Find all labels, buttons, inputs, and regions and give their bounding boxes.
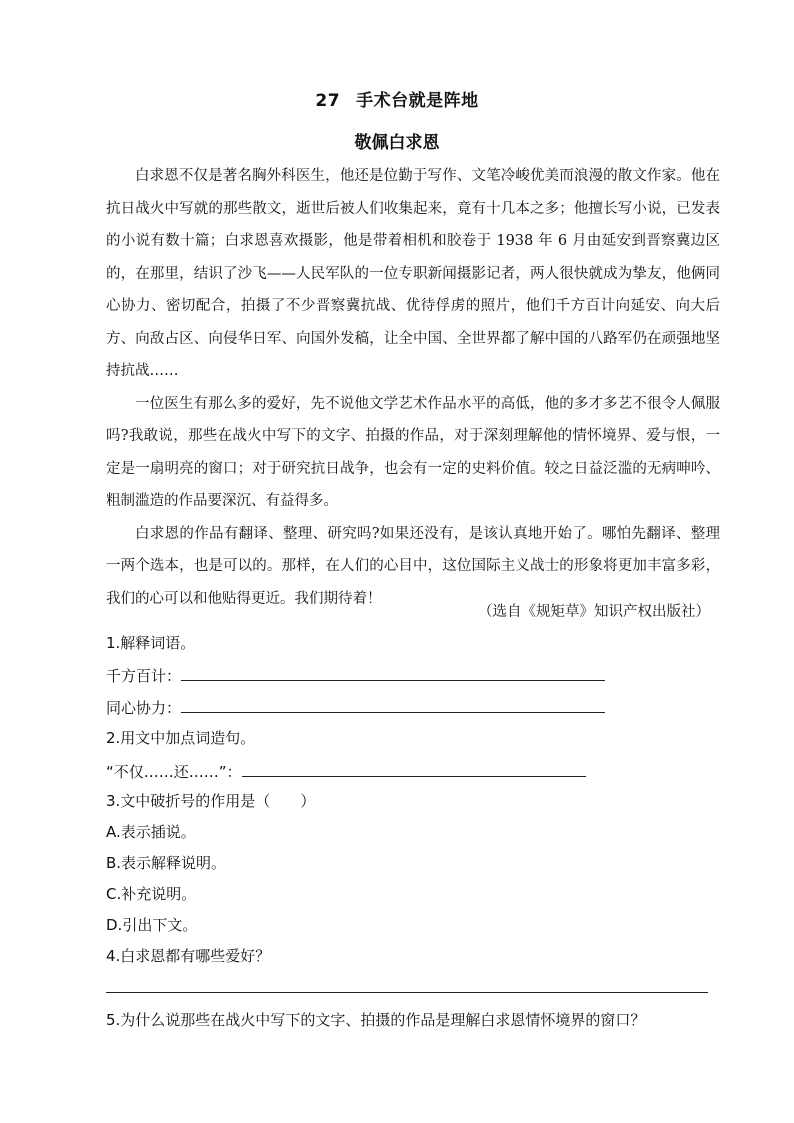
lesson-number: 27 <box>315 91 341 111</box>
question-3-option-d[interactable]: D.引出下文。 <box>106 916 198 934</box>
q2-answer-line[interactable] <box>242 760 586 777</box>
question-3-option-b[interactable]: B.表示解释说明。 <box>106 854 227 872</box>
article-title: 敬佩白求恩 <box>354 133 440 153</box>
question-4: 4.白求恩都有哪些爱好？ <box>106 947 271 965</box>
lesson-title <box>0 86 794 111</box>
question-1-term-2 <box>106 696 605 718</box>
question-1: 1.解释词语。 <box>106 634 196 652</box>
q2-term-label: “不仅……还……”： <box>106 763 242 781</box>
question-2-term <box>106 760 586 782</box>
term-2-label: 同心协力： <box>106 699 182 717</box>
question-5: 5.为什么说那些在战火中写下的文字、拍摄的作品是理解白求恩情怀境界的窗口？ <box>106 1011 646 1029</box>
term-1-answer-line[interactable] <box>181 664 605 681</box>
article-paragraph-1: 白求恩不仅是著名胸外科医生，他还是位勤于写作、文笔冷峻优美而浪漫的散文作家。他在抗日战火中写就的那些散文，逝世后被人们收集起来，竟有十几本之多；他擅长写小说，已发表的小说有数十篇；白求恩喜欢摄影，他是带着相机和胶卷于 1938 年 6 月由延安到晋察冀边区的，在那里，结识了沙飞——人民军队的一位专职新闻摄影记者，两人很快就成为挚友，他俩同心协力、密切配合，拍摄了不少晋察冀抗战、优待俘虏的照片，他们千方百计向延安、向大后方、向敌占区、向侵华日军、向国外发稿，让全中国、全世界都了解中国的八路军仍在顽强地坚持抗战…… <box>106 168 720 379</box>
article-body <box>106 160 720 615</box>
question-3-option-c[interactable]: C.补充说明。 <box>106 885 197 903</box>
question-4-answer-line[interactable] <box>106 992 708 993</box>
question-3: 3.文中破折号的作用是（ ） <box>106 792 316 810</box>
term-1-label: 千方百计： <box>106 667 182 685</box>
question-1-term-1 <box>106 664 605 686</box>
question-2: 2.用文中加点词造句。 <box>106 729 256 747</box>
article-paragraph-3: 白求恩的作品有翻译、整理、研究吗?如果还没有，是该认真地开始了。哪怕先翻译、整理一两个选本，也是可以的。那样，在人们的心目中，这位国际主义战士的形象将更加丰富多彩，我们的心可以和他贴得更近。我们期待着！ <box>106 525 720 607</box>
article-source: （选自《规矩草》知识产权出版社） <box>478 604 710 620</box>
term-2-answer-line[interactable] <box>181 696 605 713</box>
article-paragraph-2: 一位医生有那么多的爱好，先不说他文学艺术作品水平的高低，他的多才多艺不很令人佩服吗?我敢说，那些在战火中写下的文字、拍摄的作品，对于深刻理解他的情怀境界、爱与恨，一定是一扇明亮的窗口；对于研究抗日战争，也会有一定的史料价值。较之日益泛滥的无病呻吟、粗制滥造的作品要深沉、有益得多。 <box>106 395 720 509</box>
lesson-title-text: 手术台就是阵地 <box>356 91 479 111</box>
question-3-option-a[interactable]: A.表示插说。 <box>106 823 196 841</box>
